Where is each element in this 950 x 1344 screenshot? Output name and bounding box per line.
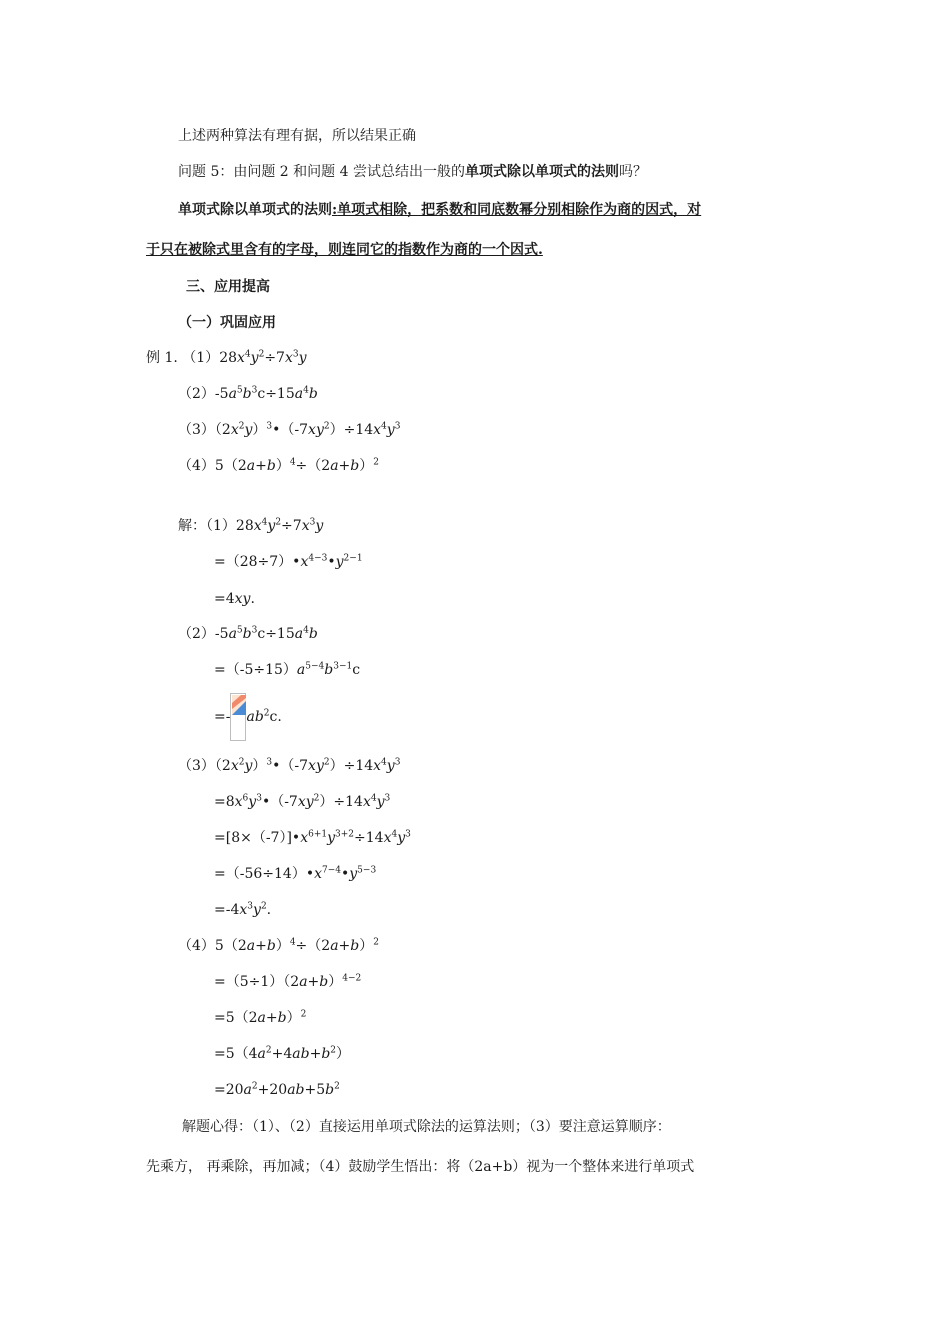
- solution-4-step-3: $=5(4a^2+4ab+b^2)$: [214, 1045, 351, 1062]
- intro-text: 上述两种算法有理有据，所以结果正确: [178, 128, 416, 144]
- example-1-item-4: $(4)5(2a+b)^4\div(2a+b)^2$: [178, 457, 379, 474]
- example-1-item-2: $(2)-5a^5b^3c\div 15a^4b$: [178, 385, 318, 402]
- item-number: （1）: [206, 518, 236, 534]
- solution-1-step-1: $=(28\div 7)•x^{4-3}•y^{2-1}$: [214, 553, 363, 570]
- solution-2-step-1: $=(-5\div 15)a^{5-4}b^{3-1}c$: [214, 661, 361, 678]
- question-5-rule-name: 单项式除以单项式的法则: [464, 164, 619, 180]
- tips-line-1: 解题心得：（1）、（2）直接运用单项式除法的运算法则；（3）要注意运算顺序：: [182, 1119, 671, 1135]
- item-number: （4）: [178, 938, 215, 954]
- question-5-tail: 吗？: [618, 164, 647, 180]
- rule-text-1: 单项式相除，把系数和同底数幂分别相除作为商的因式，对: [337, 202, 702, 218]
- solution-4-problem: $(4)5(2a+b)^4\div(2a+b)^2$: [178, 937, 379, 954]
- solution-1-problem: 解：$(1)28x^4y^2\div 7x^3y$: [178, 517, 324, 534]
- rule-colon: :: [332, 202, 338, 218]
- item-number: （2）: [178, 626, 215, 642]
- item-number: （3）: [178, 758, 215, 774]
- solution-3-step-4: $=-4x^3y^2$.: [214, 901, 272, 918]
- solution-3-step-1: $=8x^6y^3•(-7xy^2)\div 14x^4y^3$: [214, 793, 391, 810]
- solution-4-step-1: $=(5\div 1)(2a+b)^{4-2}$: [214, 973, 362, 990]
- rule-line-2: 于只在被除式里含有的字母，则连同它的指数作为商的一个因式.: [146, 242, 543, 258]
- item-number: （2）: [178, 386, 215, 402]
- item-number: （1）: [182, 350, 220, 366]
- question-5: [178, 162, 647, 182]
- item-number: （4）: [178, 458, 215, 474]
- section-heading-consolidate: （一）巩固应用: [178, 315, 276, 331]
- solution-3-problem: $(3)(2x^2y)^3•(-7xy^2)\div 14x^4y^3$: [178, 757, 401, 774]
- solution-2-step-2: =- $ab^2c$.: [214, 693, 282, 741]
- solution-label: 解：: [178, 518, 206, 534]
- example-1-item-3: $(3)(2x^2y)^3•(-7xy^2)\div 14x^4y^3$: [178, 421, 401, 438]
- solution-4-step-2: $=5(2a+b)^2$: [214, 1009, 307, 1026]
- solution-4-step-4: $=20a^2+20ab+5b^2$: [214, 1081, 340, 1098]
- item-number: （3）: [178, 422, 215, 438]
- solution-1-step-2: =4xy.: [214, 591, 255, 607]
- solution-3-step-2: $=[8\times(-7)]•x^{6+1}y^{3+2}\div 14x^4y^3$: [214, 829, 411, 846]
- solution-3-step-3: $=(-56\div 14)•x^{7-4}•y^{5-3}$: [214, 865, 377, 882]
- solution-2-problem: $(2)-5a^5b^3c\div 15a^4b$: [178, 625, 318, 642]
- tips-line-2: 先乘方， 再乘除，再加减；（4）鼓励学生悟出：将（2a+b）视为一个整体来进行单项式: [146, 1159, 695, 1175]
- example-1-item-1: 例 1. $(1)28x^4y^2\div 7x^3y$: [146, 349, 307, 366]
- example-label: 例 1.: [146, 350, 178, 366]
- rule-label: 单项式除以单项式的法则: [178, 202, 332, 218]
- rule-line-1: [178, 200, 701, 220]
- fraction-image-icon: [230, 693, 246, 741]
- question-5-lead: 问题 5：由问题 2 和问题 4 尝试总结出一般的: [178, 164, 465, 180]
- section-heading-apply: 三、应用提高: [186, 279, 270, 295]
